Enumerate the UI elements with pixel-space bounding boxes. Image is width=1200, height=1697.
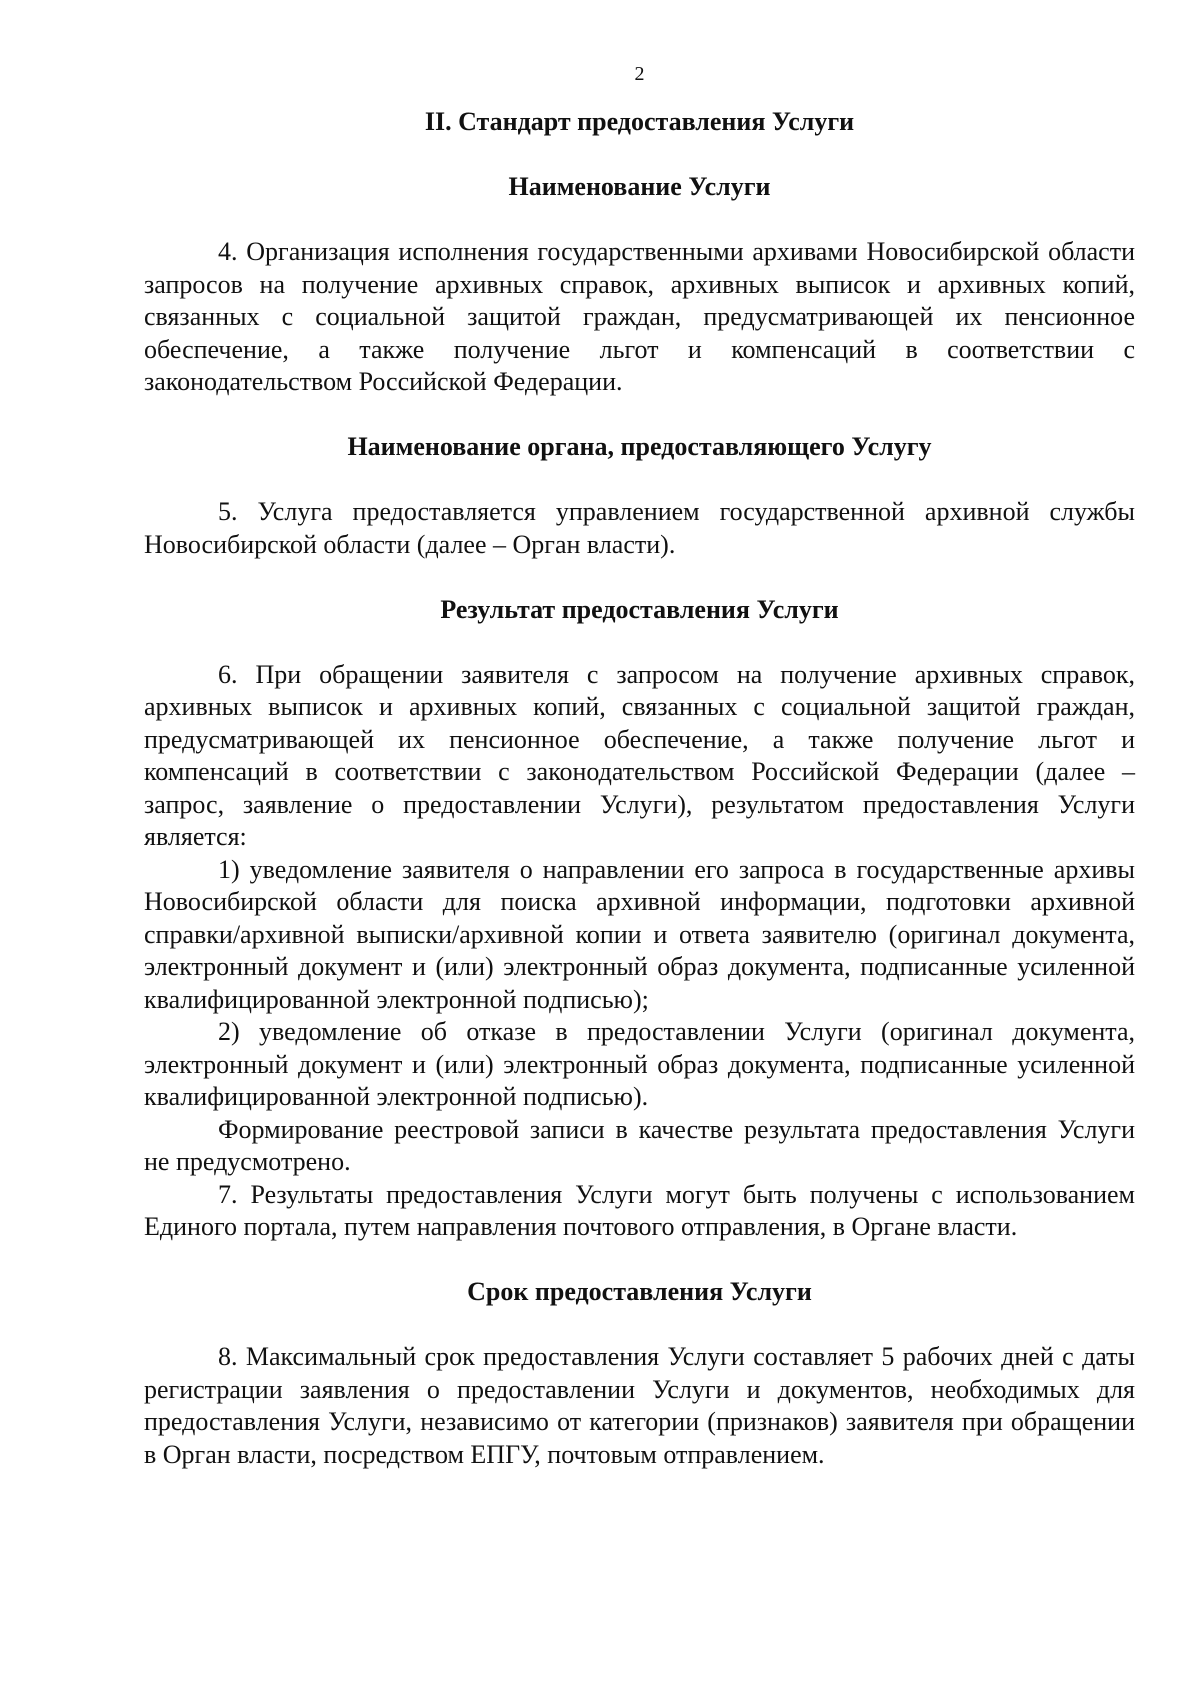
term-heading: Срок предоставления Услуги [467,1277,812,1306]
paragraph-5: 5. Услуга предоставляется управлением государственной архивной службы Новосибирской области (далее – Орган власти). [144,497,1135,559]
section-title: II. Стандарт предоставления Услуги [424,107,855,136]
paragraph-4: 4. Организация исполнения государственными архивами Новосибирской области запросов на получение архивных справок, архивных выписок и архивных копий, связанных с социальной защитой граждан, предусматривающей их пенсионное обеспечение, а также получение льгот и компенсаций в соответствии с законодательством Российской Федерации. [144,237,1135,396]
result-heading: Результат предоставления Услуги [440,594,839,624]
authority-heading: Наименование органа, предоставляющего Услугу [347,432,932,461]
paragraph-6-item-2: 2) уведомление об отказе в предоставлении Услуги (оригинал документа, электронный документ и (или) электронный образ документа, подписанные усиленной квалифицированной электронной подписью). [144,1017,1135,1111]
page-number: 2 [634,63,645,85]
spacer [144,1244,1135,1277]
spacer [144,139,1135,172]
paragraph-6: 6. При обращении заявителя с запросом на получение архивных справок, архивных выписок и архивных копий, связанных с социальной защитой граждан, предусматривающей их пенсионное обеспечение, а также получение льгот и компенсаций в соответствии с законодательством Российской Федерации (далее – запрос, заявление о предоставлении Услуги), результатом предоставления Услуги является: [144,659,1135,851]
spacer [144,1309,1135,1342]
paragraph-8: 8. Максимальный срок предоставления Услуги составляет 5 рабочих дней с даты регистрации заявления о предоставлении Услуги и документов, необходимых для предоставления Услуги, независимо от категории (признаков) заявителя при обращении в Орган власти, посредством ЕПГУ, почтовым отправлением. [144,1342,1135,1469]
paragraph-7: 7. Результаты предоставления Услуги могут быть получены с использованием Единого портала, путем направления почтового отправления, в Органе власти. [144,1179,1135,1241]
spacer [144,626,1135,659]
spacer [144,561,1135,594]
spacer [144,399,1135,432]
paragraph-6-registry-note: Формирование реестровой записи в качестве результата предоставления Услуги не предусмотрено. [144,1114,1135,1176]
service-name-heading: Наименование Услуги [508,172,771,201]
paragraph-6-item-1: 1) уведомление заявителя о направлении его запроса в государственные архивы Новосибирской области для поиска архивной информации, подготовки архивной справки/архивной выписки/архивной копии и ответа заявителю (оригинал документа, электронный документ и (или) электронный образ документа, подписанные усиленной квалифицированной электронной подписью); [144,854,1135,1014]
spacer [144,204,1135,237]
spacer [144,464,1135,497]
